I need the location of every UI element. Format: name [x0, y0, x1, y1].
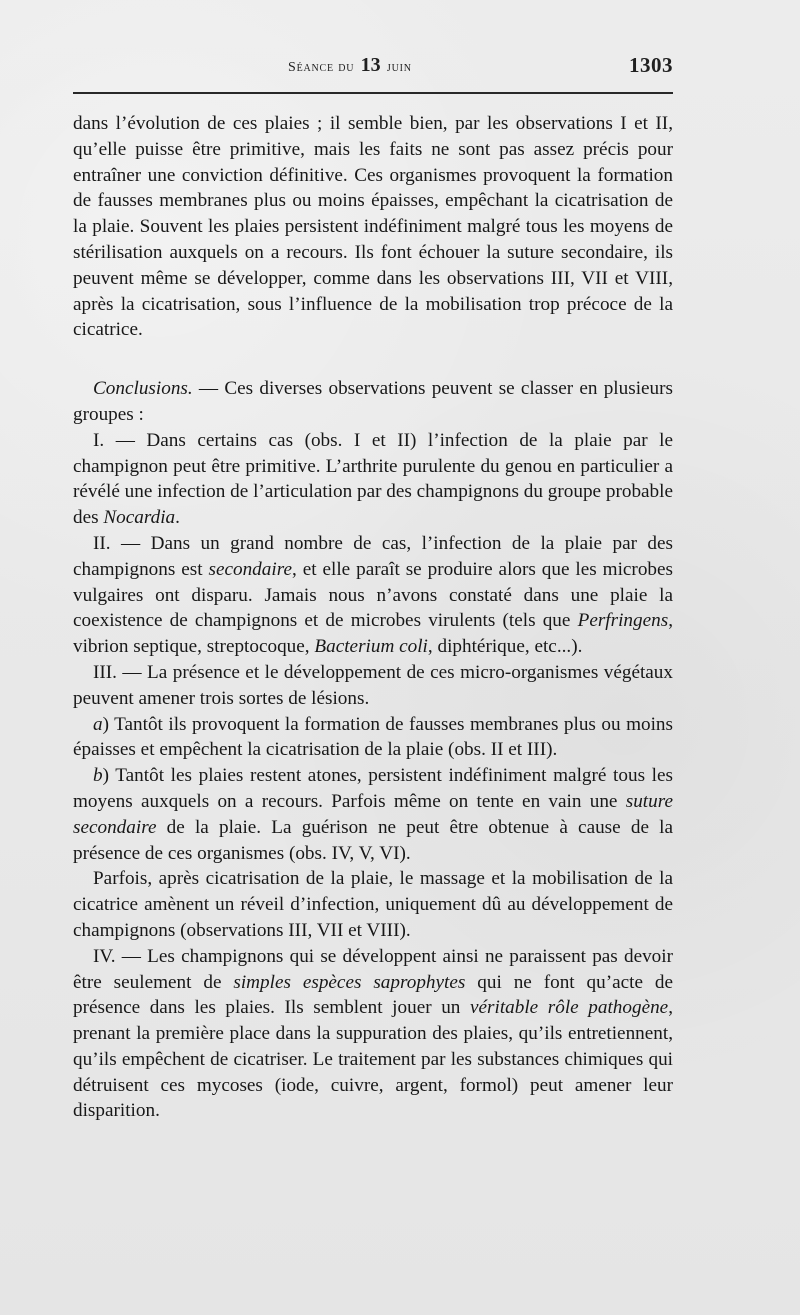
conclusion-three: III. — La présence et le développement de ces micro-organismes végétaux peuvent amener trois sortes de lésions.: [73, 661, 673, 709]
running-head-date: 13: [360, 54, 381, 76]
perfringens-italic: Perfringens: [577, 610, 669, 632]
secondaire-italic: secondaire: [208, 558, 292, 580]
conclusion-two-text-after: , diphtérique, etc...).: [427, 636, 583, 658]
conclusions-intro: — Ces diverses observations peuvent se classer en plusieurs groupes :: [73, 378, 673, 425]
paragraph-evolution-of-wounds: dans l’évolution de ces plaies ; il semble bien, par les observations I et II, qu’elle puisse être primitive, mais les faits ne sont pas assez précis pour entraîner une conviction définitive. Ces organismes provoquent la formation de fausses membranes plus ou moins épaisses, empêchant la cicatrisation de la plaie. Souvent les plaies persistent indéfiniment malgré tous les moyens de stérilisation auxquels on a recours. Ils font échouer la suture secondaire, ils peuvent même se développer, comme dans les observations III, VII et VIII, après la cicatrisation, sous l’influence de la mobilisation trop précoce de la cicatrice.: [73, 113, 673, 341]
conclusion-two-text-middle-two: , vibrion septique, streptocoque,: [73, 610, 673, 658]
document-body: [73, 111, 673, 1124]
conclusion-one: [73, 428, 673, 531]
reinfection-paragraph: Parfois, après cicatrisation de la plaie, le massage et la mobilisation de la cicatrice amènent un réveil d’infection, uniquement dû au développement de champignons (observations III, VII et VIII).: [73, 868, 673, 941]
conclusion-three-a: [73, 712, 673, 764]
conclusion-four-text-after: , prenant la première place dans la suppuration des plaies, qu’ils entretiennent, qu’ils empêchent de cicatriser. Le traitement par les substances chimiques qui détruisent ces mycoses (iode, cuivre, argent, formol) peut amener leur disparition.: [73, 997, 673, 1122]
pathogenic-role-italic: véritable rôle pathogène: [469, 997, 669, 1019]
page-header: [73, 54, 673, 82]
list-marker-b: b: [93, 765, 103, 787]
conclusions-label: Conclusions.: [93, 378, 193, 400]
conclusion-four-text-before: IV. — Les champignons qui se développent ainsi ne paraissent pas devoir être seulement de: [73, 945, 673, 993]
running-head: [288, 54, 412, 77]
conclusion-two-text-before: II. — Dans un grand nombre de cas, l’infection de la plaie par des champignons est: [73, 532, 673, 580]
conclusion-four: [73, 944, 673, 1125]
conclusion-two-text-middle-one: , et elle paraît se produire alors que les microbes vulgaires ont disparu. Jamais nous n’avons constaté dans une plaie la coexistence de champignons et de microbes virulents (tels que: [73, 558, 673, 632]
conclusion-four-text-middle: qui ne font qu’acte de présence dans les plaies. Ils semblent jouer un: [73, 971, 674, 1019]
list-marker-a: a: [93, 713, 103, 735]
conclusion-two: [73, 531, 673, 660]
suture-secondaire-italic: suture secondaire: [73, 790, 673, 838]
conclusion-one-text-before: I. — Dans certains cas (obs. I et II) l’infection de la plaie par le champignon peut être primitive. L’arthrite purulente du genou en particulier a révélé une infection de l’articulation par des champignons du groupe probable des: [73, 429, 673, 529]
running-head-left: Séance du: [288, 60, 355, 75]
conclusion-three-b-text-after: de la plaie. La guérison ne peut être obtenue à cause de la présence de ces organismes (obs. IV, V, VI).: [73, 816, 673, 864]
conclusion-three-b: [73, 763, 673, 866]
nocardia-italic: Nocardia: [103, 507, 176, 529]
conclusion-three-b-text-before: ) Tantôt les plaies restent atones, persistent indéfiniment malgré tous les moyens auxquels on a recours. Parfois même on tente en vain une: [73, 765, 673, 812]
page-number: 1303: [629, 53, 673, 77]
running-head-right: juin: [386, 60, 412, 75]
conclusion-one-text-after: .: [175, 507, 180, 529]
paragraph-spacer: [73, 343, 673, 376]
conclusion-three-a-text: ) Tantôt ils provoquent la formation de fausses membranes plus ou moins épaisses et empêchent la cicatrisation de la plaie (obs. II et III).: [73, 713, 673, 761]
conclusions-paragraph: [73, 376, 673, 428]
bacterium-coli-italic: Bacterium coli: [314, 636, 428, 658]
simple-saprophyte-species-italic: simples espèces saprophytes: [233, 971, 466, 993]
header-divider: [73, 92, 673, 94]
